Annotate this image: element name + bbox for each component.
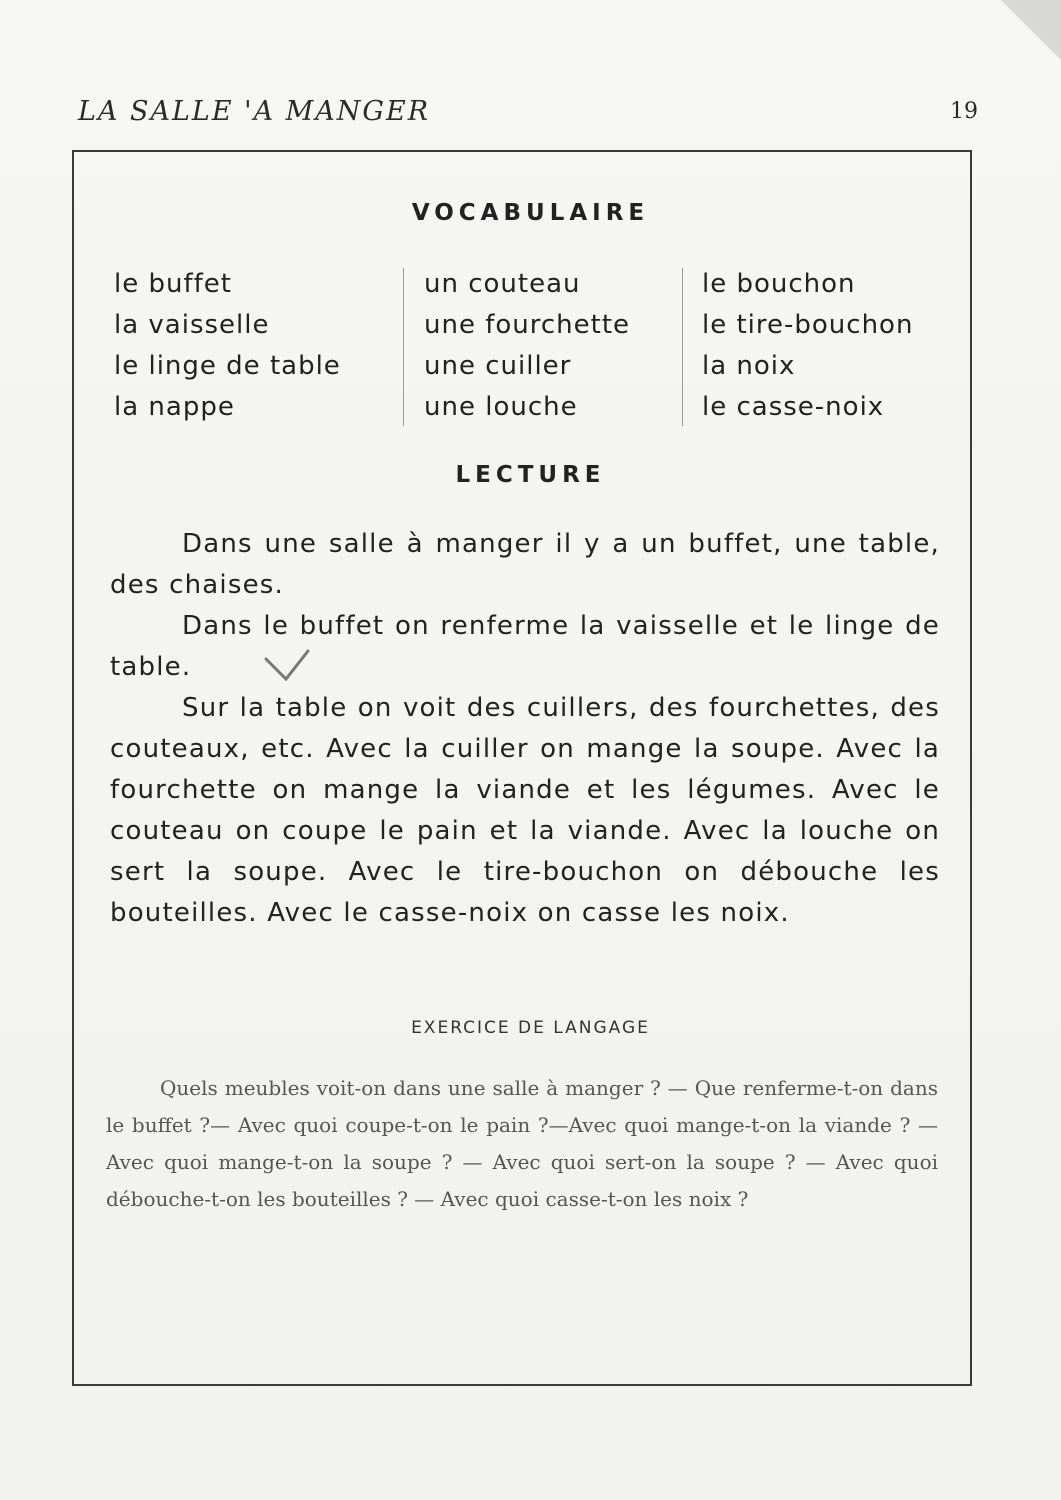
vocab-item: un couteau bbox=[424, 269, 581, 299]
lecture-paragraph: Sur la table on voit des cuillers, des fourchettes, des couteaux, etc. Avec la cuiller on mange la soupe. Avec la fourchette on mange la viande et les légumes. Avec le couteau on coupe le pain et la viande. Avec la louche on sert la soupe. Avec le tire-bouchon on débouche les bouteilles. Avec le casse-noix on casse les noix. bbox=[110, 693, 940, 928]
lecture-text bbox=[110, 524, 940, 934]
vocab-item: le linge de table bbox=[114, 351, 341, 381]
running-header-title: LA SALLE 'A MANGER bbox=[78, 96, 431, 127]
vocab-item: le tire-bouchon bbox=[702, 310, 914, 340]
vocab-item: le buffet bbox=[114, 269, 232, 299]
column-divider bbox=[403, 268, 404, 426]
exercice-heading: EXERCICE DE LANGAGE bbox=[411, 1018, 650, 1038]
vocab-item: le bouchon bbox=[702, 269, 856, 299]
vocab-column-3 bbox=[702, 264, 913, 428]
handwritten-check-icon bbox=[262, 645, 322, 690]
vocab-item: le casse-noix bbox=[702, 392, 885, 422]
lecture-heading: LECTURE bbox=[455, 462, 606, 488]
vocab-item: une louche bbox=[424, 392, 578, 422]
column-divider bbox=[682, 268, 683, 426]
vocab-item: une cuiller bbox=[424, 351, 572, 381]
page-corner bbox=[1001, 0, 1061, 60]
lecture-paragraph: Dans une salle à manger il y a un buffet, une table, des chaises. bbox=[110, 529, 940, 600]
vocab-item: la noix bbox=[702, 351, 796, 381]
vocab-column-2 bbox=[424, 264, 630, 428]
vocab-item: la nappe bbox=[114, 392, 235, 422]
vocab-item: une fourchette bbox=[424, 310, 631, 340]
vocab-item: la vaisselle bbox=[114, 310, 270, 340]
page-number: 19 bbox=[950, 99, 978, 124]
vocab-column-1 bbox=[114, 264, 341, 428]
lecture-paragraph: Dans le buffet on renferme la vaisselle et le linge de table. bbox=[110, 611, 940, 682]
exercice-text: Quels meubles voit-on dans une salle à manger ? — Que renferme-t-on dans le buffet ?— Avec quoi coupe-t-on le pain ?—Avec quoi mange-t-on la viande ? — Avec quoi mange-t-on la soupe ? — Avec quoi sert-on la soupe ? — Avec quoi débouche-t-on les bouteilles ? — Avec quoi casse-t-on les noix ? bbox=[106, 1076, 938, 1211]
vocabulaire-heading: VOCABULAIRE bbox=[411, 200, 650, 226]
